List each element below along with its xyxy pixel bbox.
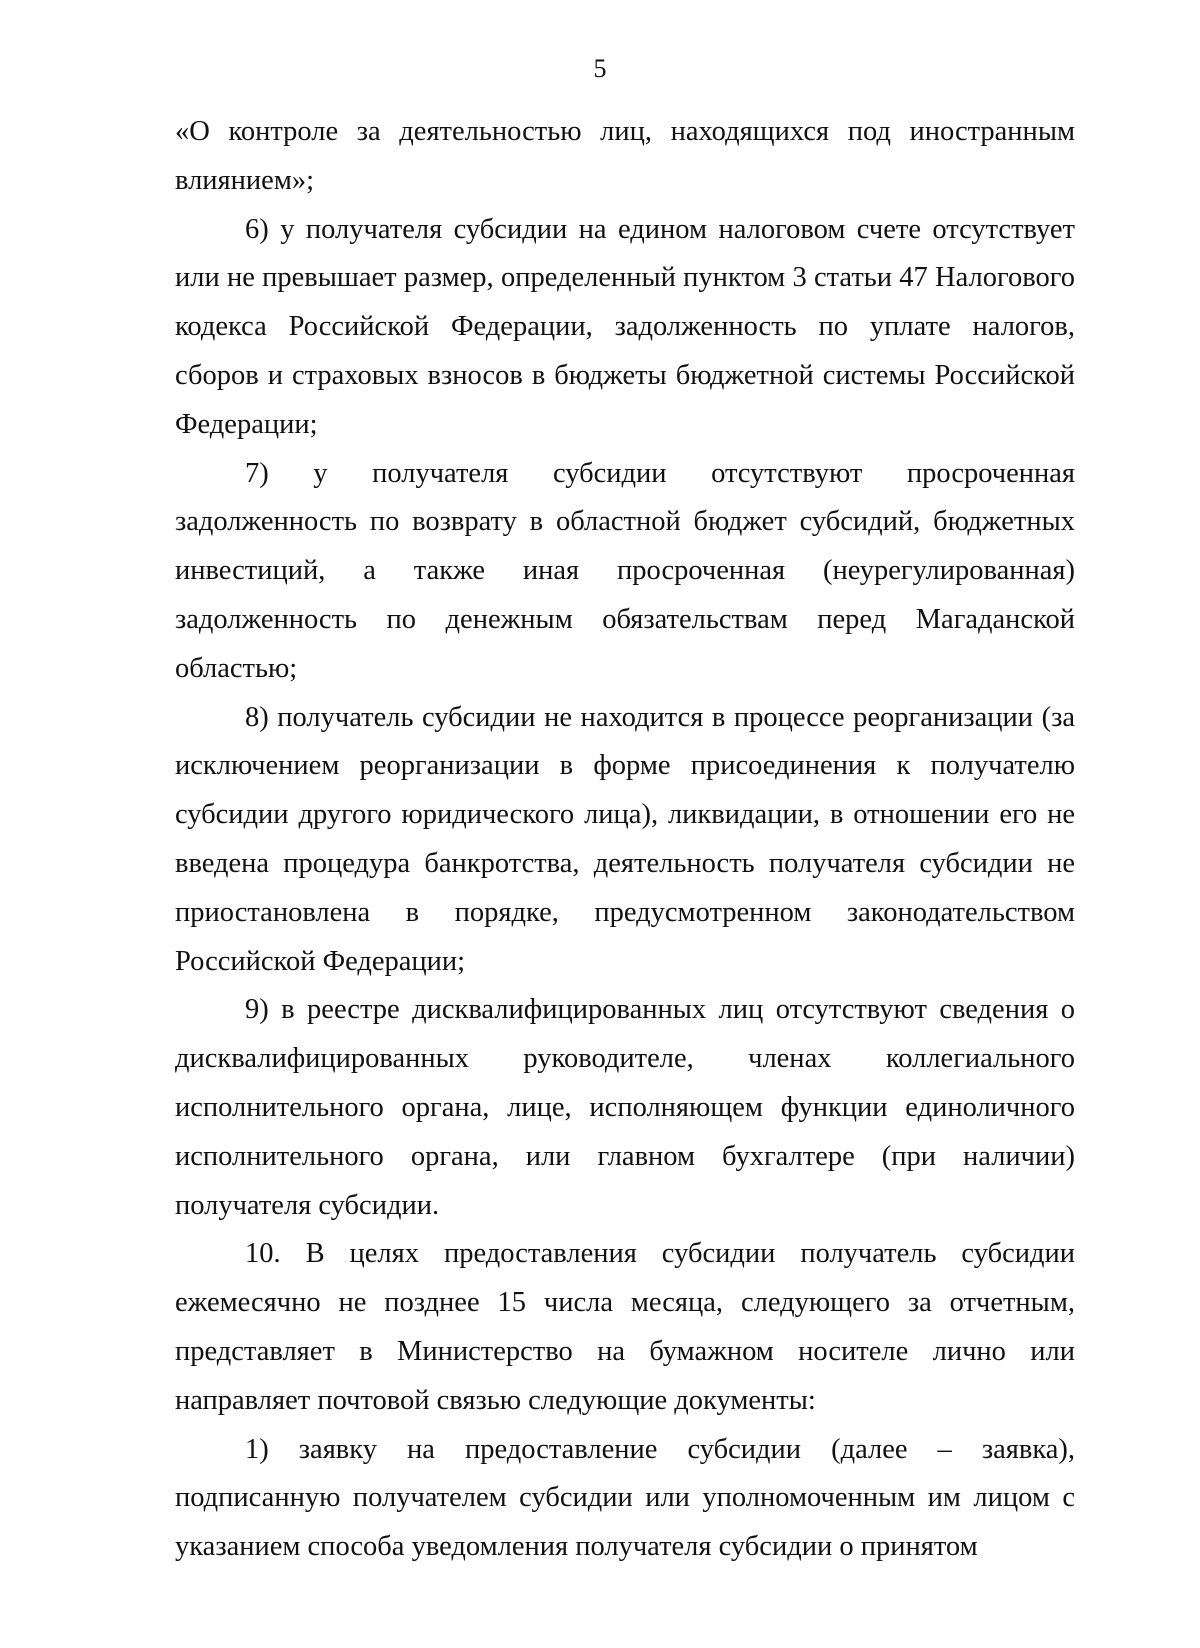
document-body [175, 108, 1075, 1572]
paragraph-section-10: 10. В целях предоставления субсидии получатель субсидии ежемесячно не позднее 15 числа месяца, следующего за отчетным, представляет в Министерство на бумажном носителе лично или направляет почтовой связью следующие документы: [175, 1238, 1075, 1416]
paragraph-continuation: «О контроле за деятельностью лиц, находящихся под иностранным влиянием»; [175, 116, 1075, 196]
page-number: 5 [593, 54, 607, 83]
paragraph-item-6: 6) у получателя субсидии на едином налоговом счете отсутствует или не превышает размер, определенный пунктом 3 статьи 47 Налогового кодекса Российской Федерации, задолженность по уплате налогов, сборов и страховых взносов в бюджеты бюджетной системы Российской Федерации; [175, 213, 1075, 440]
paragraph-item-7: 7) у получателя субсидии отсутствуют просроченная задолженность по возврату в областной бюджет субсидий, бюджетных инвестиций, а также иная просроченная (неурегулированная) задолженность по денежным обязательствам перед Магаданской областью; [175, 457, 1075, 684]
paragraph-item-8: 8) получатель субсидии не находится в процессе реорганизации (за исключением реорганизации в форме присоединения к получателю субсидии другого юридического лица), ликвидации, в отношении его не введена процедура банкротства, деятельность получателя субсидии не приостановлена в порядке, предусмотренном законодательством Российской Федерации; [175, 701, 1075, 977]
paragraph-item-9: 9) в реестре дисквалифицированных лиц отсутствуют сведения о дисквалифицированных руководителе, членах коллегиального исполнительного органа, лице, исполняющем функции единоличного исполнительного органа, или главном бухгалтере (при наличии) получателя субсидии. [175, 994, 1075, 1221]
paragraph-subitem-1: 1) заявку на предоставление субсидии (далее – заявка), подписанную получателем субсидии или уполномоченным им лицом с указанием способа уведомления получателя субсидии о принятом [175, 1433, 1075, 1563]
